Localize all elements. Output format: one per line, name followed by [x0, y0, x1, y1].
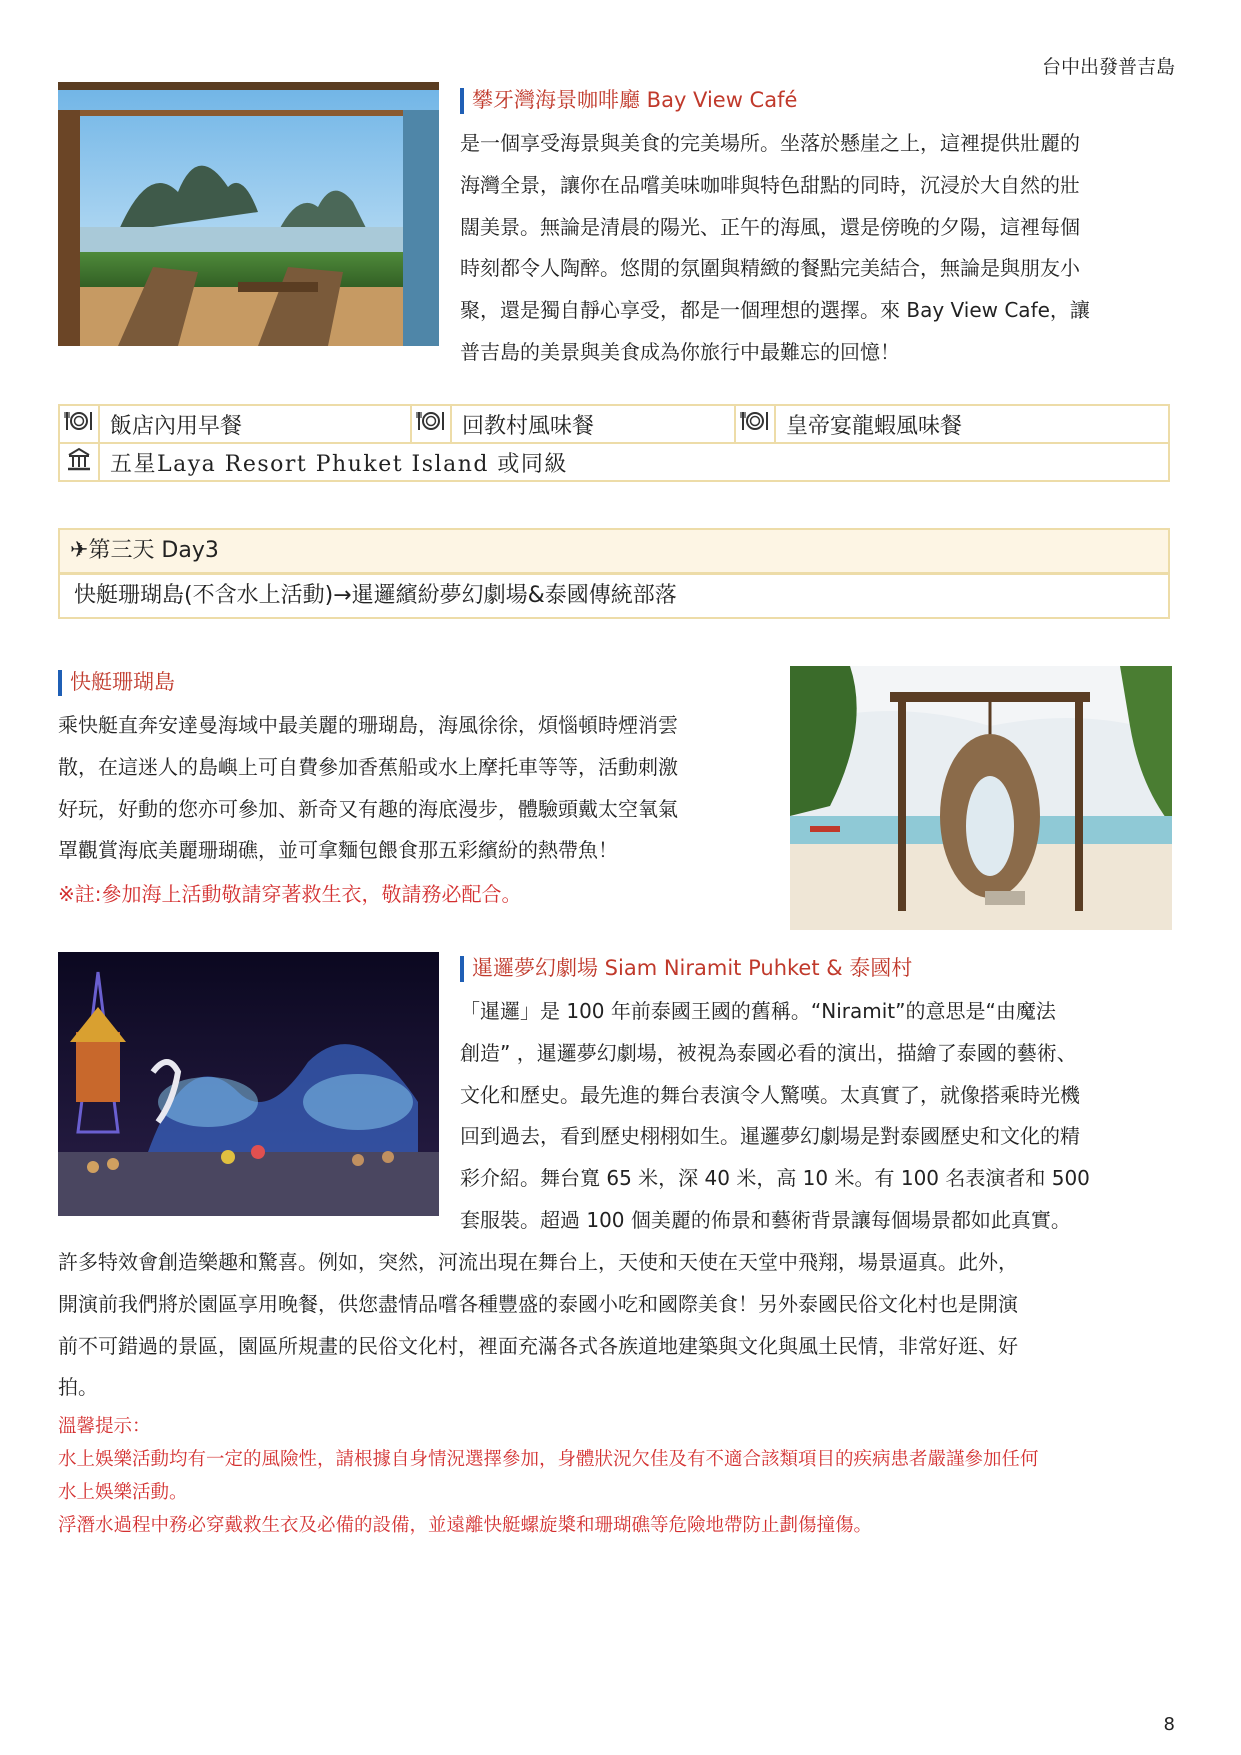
coral-description [58, 705, 770, 872]
siam-line: 開演前我們將於園區享用晚餐，供您盡情品嚐各種豐盛的泰國小吃和國際美食！另外泰國民俗文化村也是開演 [58, 1291, 1018, 1316]
cafe-line: 聚，還是獨自靜心享受，都是一個理想的選擇。來 Bay View Cafe，讓 [460, 298, 1090, 323]
page-number: 8 [1163, 1714, 1175, 1735]
coral-island-photo [790, 666, 1172, 930]
cafe-section-title: 攀牙灣海景咖啡廳 Bay View Café [460, 86, 797, 114]
coral-note: ※註:參加海上活動敬請穿著救生衣，敬請務必配合。 [58, 882, 522, 906]
tips-line: 水上娛樂活動。 [58, 1482, 188, 1503]
siam-section-title: 暹邏夢幻劇場 Siam Niramit Puhket & 泰國村 [460, 954, 912, 982]
siam-line: 文化和歷史。最先進的舞台表演令人驚嘆。太真實了，就像搭乘時光機 [460, 1082, 1080, 1107]
siam-line: 彩介紹。舞台寬 65 米，深 40 米，高 10 米。有 100 名表演者和 500 [460, 1166, 1090, 1191]
coral-line: 好玩，好動的您亦可參加、新奇又有趣的海底漫步，體驗頭戴太空氧氣 [58, 796, 678, 821]
cafe-line: 是一個享受海景與美食的完美場所。坐落於懸崖之上，這裡提供壯麗的 [460, 131, 1080, 155]
cafe-line: 闊美景。無論是清晨的陽光、正午的海風，還是傍晚的夕陽，這裡每個 [460, 214, 1080, 239]
siam-description-right [460, 991, 1172, 1242]
tips-title: 溫馨提示： [58, 1416, 151, 1437]
tips-line: 水上娛樂活動均有一定的風險性，請根據自身情況選擇參加，身體狀況欠佳及有不適合該類項目的疾病患者嚴謹參加任何 [58, 1449, 1039, 1470]
plane-icon: ✈ [70, 538, 89, 563]
day-label: 第三天 Day3 [88, 538, 219, 563]
coral-line: 罩觀賞海底美麗珊瑚礁，並可拿麵包餵食那五彩繽紛的熱帶魚！ [58, 838, 618, 863]
hotel-building-icon [60, 444, 98, 480]
siam-line: 創造” ，暹邏夢幻劇場，被視為泰國必看的演出，描繪了泰國的藝術、 [460, 1040, 1077, 1065]
siam-line: 「暹邏」是 100 年前泰國王國的舊稱。“Niramit”的意思是“由魔法 [460, 999, 1056, 1023]
cafe-description [460, 123, 1172, 374]
tips-block [58, 1410, 1172, 1542]
header-title: 台中出發普吉島 [1041, 56, 1175, 78]
siam-description-full [58, 1242, 1172, 1409]
lunch-cell: 回教村風味餐 [452, 406, 734, 442]
siam-line: 前不可錯過的景區，園區所規畫的民俗文化村，裡面充滿各式各族道地建築與文化與風土民情，非常好逛、好 [58, 1333, 1018, 1358]
dinner-cell: 皇帝宴龍蝦風味餐 [776, 406, 1168, 442]
cafe-line: 普吉島的美景與美食成為你旅行中最難忘的回憶！ [460, 339, 900, 364]
tips-line: 浮潛水過程中務必穿戴救生衣及必備的設備，並遠離快艇螺旋槳和珊瑚礁等危險地帶防止劃傷撞傷。 [58, 1515, 873, 1536]
day-header [60, 530, 1168, 572]
meals-row [60, 406, 1168, 442]
plate-cutlery-icon [60, 406, 98, 442]
day-route: 快艇珊瑚島(不含水上活動)→暹邏繽紛夢幻劇場&泰國傳統部落 [60, 575, 1168, 617]
hotel-row [60, 444, 1168, 480]
hotel-cell: 五星Laya Resort Phuket Island 或同級 [100, 444, 1168, 480]
coral-section-title: 快艇珊瑚島 [58, 668, 175, 696]
cafe-line: 海灣全景，讓你在品嚐美味咖啡與特色甜點的同時，沉浸於大自然的壯 [460, 172, 1080, 197]
bay-view-cafe-photo [58, 82, 439, 346]
siam-line: 回到過去，看到歷史栩栩如生。暹邏夢幻劇場是對泰國歷史和文化的精 [460, 1124, 1080, 1149]
siam-niramit-photo [58, 952, 439, 1216]
plate-cutlery-icon [412, 406, 450, 442]
plate-cutlery-icon [736, 406, 774, 442]
meals-table [58, 404, 1170, 482]
coral-line: 乘快艇直奔安達曼海域中最美麗的珊瑚島，海風徐徐，煩惱頓時煙消雲 [58, 713, 678, 737]
day-itinerary-box [58, 528, 1170, 619]
siam-line: 套服裝。超過 100 個美麗的佈景和藝術背景讓每個場景都如此真實。 [460, 1207, 1071, 1232]
cafe-line: 時刻都令人陶醉。悠閒的氛圍與精緻的餐點完美結合，無論是與朋友小 [460, 256, 1080, 281]
siam-line: 拍。 [58, 1375, 98, 1400]
breakfast-cell: 飯店內用早餐 [100, 406, 410, 442]
siam-line: 許多特效會創造樂趣和驚喜。例如，突然，河流出現在舞台上，天使和天使在天堂中飛翔，場景逼真。此外， [58, 1250, 1018, 1274]
coral-line: 散，在這迷人的島嶼上可自費參加香蕉船或水上摩托車等等，活動刺激 [58, 754, 678, 779]
